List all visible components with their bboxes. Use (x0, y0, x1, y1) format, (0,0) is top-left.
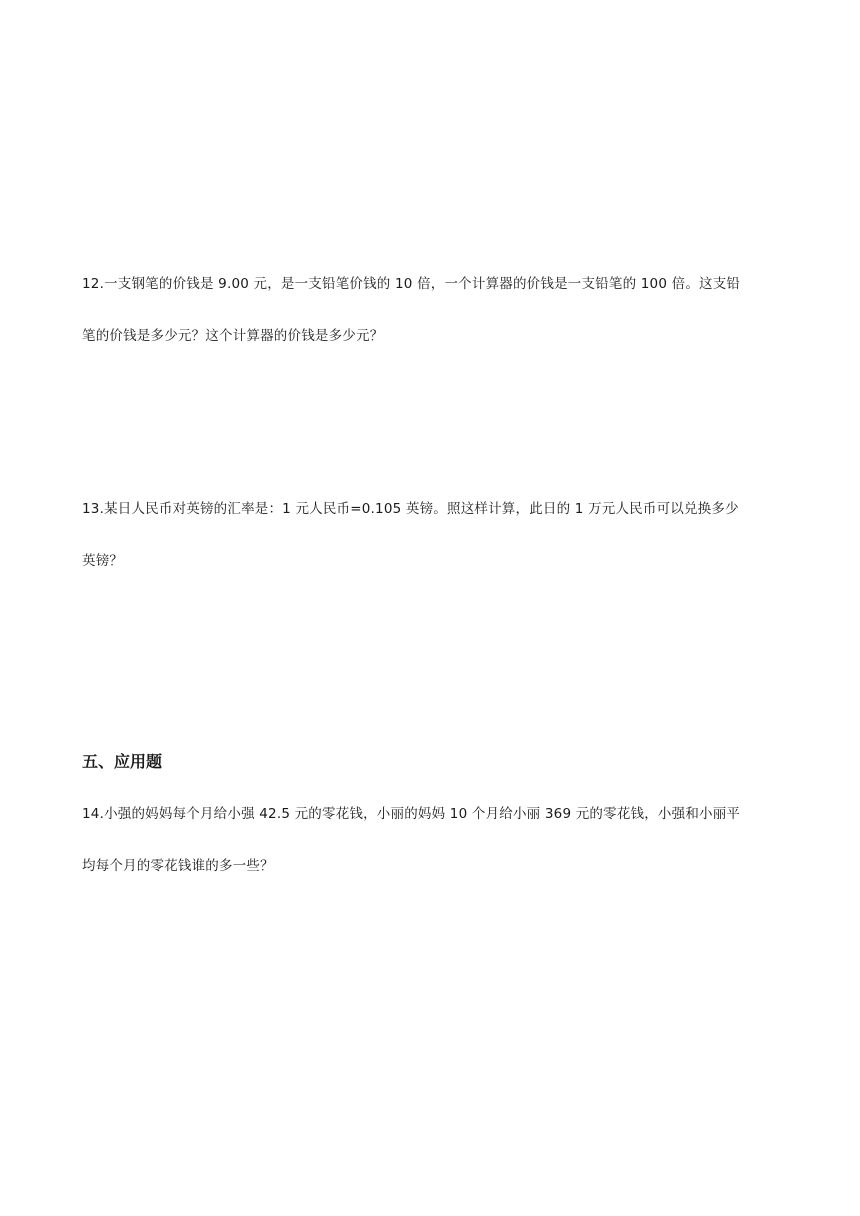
question-14-line-2: 均每个月的零花钱谁的多一些？ (82, 858, 274, 874)
question-14-line-1: 14.小强的妈妈每个月给小强 42.5 元的零花钱，小丽的妈妈 10 个月给小丽 369 元的零花钱，小强和小丽平 (82, 806, 741, 822)
question-12 (82, 258, 782, 362)
section-heading-applied-problems: 五、应用题 (82, 752, 163, 771)
question-13 (82, 483, 782, 587)
question-12-line-1: 12.一支钢笔的价钱是 9.00 元，是一支铅笔价钱的 10 倍，一个计算器的价钱是一支铅笔的 100 倍。这支铅 (82, 276, 741, 292)
question-13-line-1: 13.某日人民币对英镑的汇率是：1 元人民币=0.105 英镑。照这样计算，此日的 1 万元人民币可以兑换多少 (82, 501, 739, 517)
question-12-line-2: 笔的价钱是多少元？这个计算器的价钱是多少元？ (82, 328, 384, 344)
question-14 (82, 788, 782, 892)
question-13-line-2: 英镑？ (82, 553, 124, 569)
